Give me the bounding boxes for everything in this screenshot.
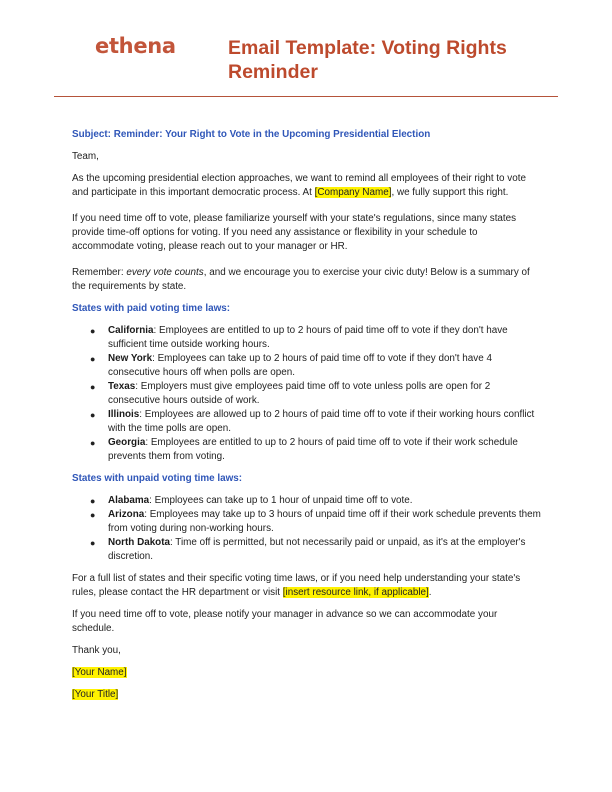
email-greeting: Team, [72, 151, 99, 162]
your-title-line [72, 688, 542, 702]
remember-text-2: , and we encourage you to exercise your civic duty! Below is a summary of the requirements by state. [72, 267, 530, 292]
list-item [72, 508, 542, 536]
full-list-paragraph [72, 572, 542, 600]
resource-link-placeholder: [insert resource link, if applicable] [282, 587, 429, 598]
unpaid-states-heading: States with unpaid voting time laws: [72, 473, 243, 484]
full-list-text-2: . [428, 587, 432, 598]
your-name-placeholder: [Your Name] [72, 667, 127, 678]
remember-paragraph [72, 266, 542, 294]
state-name: North Dakota [108, 537, 170, 548]
ethena-logo: ethena [95, 34, 176, 58]
unpaid-states-list [72, 494, 542, 564]
state-name: Alabama [108, 495, 150, 506]
intro-text-2: , we fully support this right. [391, 187, 509, 198]
state-name: California [108, 325, 154, 336]
bullet-icon: ● [90, 538, 96, 548]
bullet-icon: ● [90, 496, 96, 506]
bullet-icon: ● [90, 510, 96, 520]
list-item [72, 380, 542, 408]
state-name: New York [108, 353, 153, 364]
list-item [72, 536, 542, 564]
company-name-placeholder: [Company Name] [314, 187, 392, 198]
full-list-text-1: For a full list of states and their specific voting time laws, or if you need help understanding your state's rules, please contact the HR department or visit [72, 573, 521, 598]
notify-paragraph: If you need time off to vote, please notify your manager in advance so we can accommodate your schedule. [72, 609, 498, 634]
state-rule: : Employers must give employees paid time off to vote unless polls are open for 2 consecutive hours outside of work. [108, 381, 491, 406]
bullet-icon: ● [90, 354, 96, 364]
closing: Thank you, [72, 645, 121, 656]
state-rule: : Employees can take up to 1 hour of unpaid time off to vote. [149, 495, 413, 506]
list-item [72, 436, 542, 464]
state-rule: : Employees are entitled to up to 2 hours of paid time off to vote if their work schedule prevents them from voting. [108, 437, 518, 462]
state-name: Illinois [108, 409, 140, 420]
bullet-icon: ● [90, 410, 96, 420]
header-divider [54, 96, 558, 97]
state-rule: : Employees are entitled to up to 2 hours of paid time off to vote if they don't have sufficient time outside working hours. [108, 325, 508, 350]
state-rule: : Time off is permitted, but not necessarily paid or unpaid, as it's at the employer's discretion. [108, 537, 526, 562]
list-item [72, 324, 542, 352]
bullet-icon: ● [90, 326, 96, 336]
paid-states-list [72, 324, 542, 464]
time-off-paragraph: If you need time off to vote, please familiarize yourself with your state's regulations, since many states provide time-off options for voting. If you need any assistance or flexibility in your schedule to accommodate voting, please reach out to your manager or HR. [72, 213, 517, 252]
document-title: Email Template: Voting Rights Reminder [228, 37, 507, 83]
list-item [72, 494, 542, 508]
email-subject: Subject: Reminder: Your Right to Vote in the Upcoming Presidential Election [72, 129, 431, 140]
bullet-icon: ● [90, 438, 96, 448]
list-item [72, 352, 542, 380]
paid-states-heading: States with paid voting time laws: [72, 303, 231, 314]
state-name: Georgia [108, 437, 146, 448]
intro-paragraph [72, 172, 542, 200]
state-name: Arizona [108, 509, 145, 520]
state-name: Texas [108, 381, 136, 392]
intro-text-1: As the upcoming presidential election approaches, we want to remind all employees of their right to vote and participate in this important democratic process. At [72, 173, 526, 198]
state-rule: : Employees may take up to 3 hours of unpaid time off if their work schedule prevents them from voting during non-working hours. [108, 509, 541, 534]
remember-emphasis: every vote counts [126, 267, 204, 278]
email-body [72, 128, 542, 702]
state-rule: : Employees are allowed up to 2 hours of paid time off to vote if their working hours conflict with the time polls are open. [108, 409, 535, 434]
your-title-placeholder: [Your Title] [72, 689, 119, 700]
bullet-icon: ● [90, 382, 96, 392]
state-rule: : Employees can take up to 2 hours of paid time off to vote if they don't have 4 consecutive hours off when polls are open. [108, 353, 492, 378]
remember-text-1: Remember: [72, 267, 127, 278]
list-item [72, 408, 542, 436]
your-name-line [72, 666, 542, 680]
